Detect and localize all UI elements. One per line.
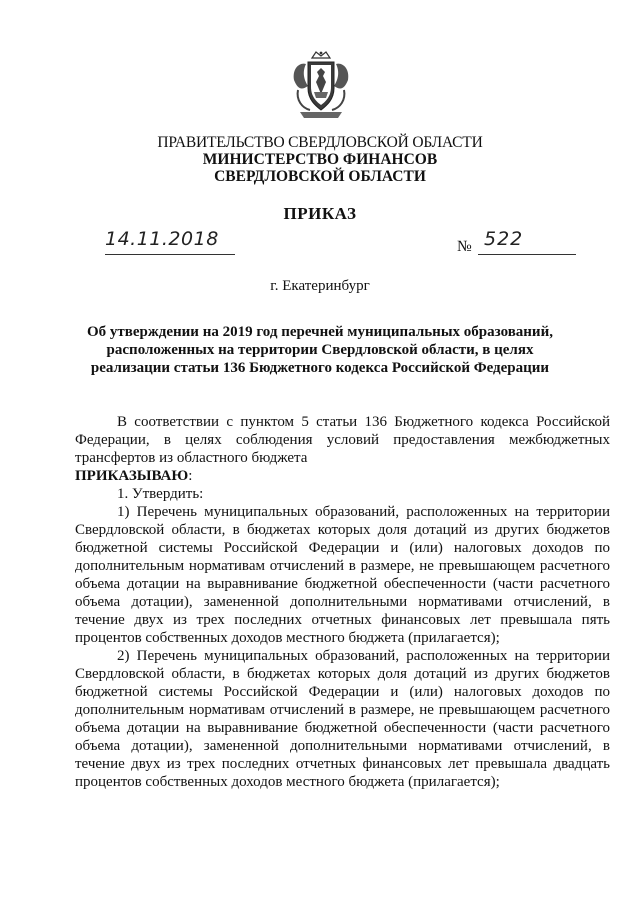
coat-of-arms-emblem (290, 50, 352, 120)
handwritten-number: 522 (484, 228, 524, 250)
ministry-name-line1: МИНИСТЕРСТВО ФИНАНСОВ (202, 151, 438, 168)
ministry-name-line2: СВЕРДЛОВСКОЙ ОБЛАСТИ (214, 168, 426, 185)
preamble-paragraph: В соответствии с пунктом 5 статьи 136 Бюджетного кодекса Российской Федерации, в целях соблюдения условий предоставления межбюджетных трансфертов из областного бюджета (75, 414, 610, 466)
order-word: ПРИКАЗЫВАЮ (75, 468, 189, 484)
item-1-2: 2) Перечень муниципальных образований, расположенных на территории Свердловской области, в бюджетах которых доля дотаций из других бюджетов бюджетной системы Российской Федерации и (или) налоговых доходов по дополнительным нормативам отчислений в размере, не превышающем расчетного объема дотации на выравнивание бюджетной обеспеченности (части расчетного объема дотации), замененной дополнительными нормативами отчислений, в течение двух из трех последних отчетных финансовых лет превышала двадцать процентов собственных доходов местного бюджета (прилагается); (75, 648, 610, 790)
document-body (75, 413, 610, 791)
order-line (75, 467, 610, 485)
date-underline (105, 254, 235, 255)
document-title: Об утверждении на 2019 год перечней муниципальных образований, расположенных на территории Свердловской области, в целях реализации статьи 136 Бюджетного кодекса Российской Федерации (87, 324, 553, 376)
handwritten-date: 14.11.2018 (105, 228, 219, 250)
city-line: г. Екатеринбург (270, 278, 370, 294)
item-1-1: 1) Перечень муниципальных образований, расположенных на территории Свердловской области, в бюджетах которых доля дотаций из других бюджетов бюджетной системы Российской Федерации и (или) налоговых доходов по дополнительным нормативам отчислений в размере, не превышающем расчетного объема дотации на выравнивание бюджетной обеспеченности (части расчетного объема дотации), замененной дополнительными нормативами отчислений, в течение двух из трех последних отчетных финансовых лет превышала пять процентов собственных доходов местного бюджета (прилагается); (75, 504, 610, 646)
document-type-heading: ПРИКАЗ (283, 204, 357, 223)
order-colon: : (188, 468, 193, 484)
item-1: 1. Утвердить: (117, 486, 204, 502)
number-sign: № (457, 238, 472, 255)
government-name: ПРАВИТЕЛЬСТВО СВЕРДЛОВСКОЙ ОБЛАСТИ (157, 134, 483, 151)
number-underline (478, 254, 576, 255)
